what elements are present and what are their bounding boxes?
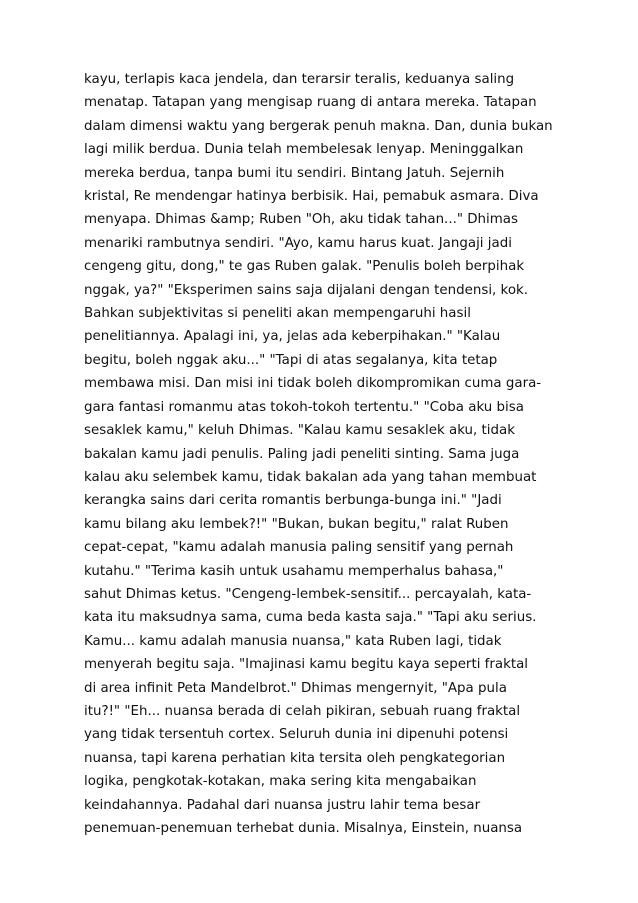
text-line: kayu, terlapis kaca jendela, dan terarsir teralis, keduanya saling [84,72,515,87]
text-line: dalam dimensi waktu yang bergerak penuh makna. Dan, dunia bukan [84,118,553,134]
text-line: kamu bilang aku lembek?!" "Bukan, bukan begitu," ralat Ruben [84,516,509,532]
text-line: bakalan kamu jadi penulis. Paling jadi peneliti sinting. Sama juga [84,446,520,462]
text-line: logika, pengkotak-kotakan, maka sering kita mengabaikan [84,774,477,790]
text-line: keindahannya. Padahal dari nuansa justru lahir tema besar [84,797,481,813]
text-line: kristal, Re mendengar hatinya berbisik. Hai, pemabuk asmara. Diva [84,189,539,205]
text-line: Kamu... kamu adalah manusia nuansa," kata Ruben lagi, tidak [84,633,502,649]
text-line: sesaklek kamu," keluh Dhimas. "Kalau kamu sesaklek aku, tidak [84,423,515,439]
text-line: begitu, boleh nggak aku..." "Tapi di atas segalanya, kita tetap [84,352,498,368]
body-text [84,68,584,840]
text-line: membawa misi. Dan misi ini tidak boleh dikompromikan cuma gara- [84,376,542,392]
text-line: mereka berdua, tanpa bumi itu sendiri. Bintang Jatuh. Sejernih [84,165,505,181]
text-line: cengeng gitu, dong," te gas Ruben galak. "Penulis boleh berpihak [84,259,525,275]
text-line: kalau aku selembek kamu, tidak bakalan ada yang tahan membuat [84,469,537,485]
text-line: menyerah begitu saja. "Imajinasi kamu begitu kaya seperti fraktal [84,657,529,673]
text-line: lagi milik berdua. Dunia telah membelesak lenyap. Meninggalkan [84,142,524,158]
text-line: menatap. Tatapan yang mengisap ruang di antara mereka. Tatapan [84,95,537,111]
text-line: kata itu maksudnya sama, cuma beda kasta saja." "Tapi aku serius. [84,610,537,626]
text-line: gara fantasi romanmu atas tokoh-tokoh tertentu." "Coba aku bisa [84,399,524,415]
text-line: kerangka sains dari cerita romantis berbunga-bunga ini." "Jadi [84,493,502,509]
text-line: kutahu." "Terima kasih untuk usahamu memperhalus bahasa," [84,563,504,579]
text-line: itu?!" "Eh... nuansa berada di celah pikiran, sebuah ruang fraktal [84,703,521,719]
text-line: yang tidak tersentuh cortex. Seluruh dunia ini dipenuhi potensi [84,727,509,743]
text-line: Bahkan subjektivitas si peneliti akan mempengaruhi hasil [84,306,471,322]
text-line: di area infinit Peta Mandelbrot." Dhimas mengernyit, "Apa pula [84,680,507,696]
text-line: menariki rambutnya sendiri. "Ayo, kamu harus kuat. Jangaji jadi [84,235,512,251]
text-line: nggak, ya?" "Eksperimen sains saja dijalani dengan tendensi, kok. [84,282,529,298]
text-line: penelitiannya. Apalagi ini, ya, jelas ada keberpihakan." "Kalau [84,329,501,345]
text-line: cepat-cepat, "kamu adalah manusia paling sensitif yang pernah [84,540,514,556]
text-line: sahut Dhimas ketus. "Cengeng-lembek-sensitif... percayalah, kata- [84,586,532,602]
text-line: nuansa, tapi karena perhatian kita tersita oleh pengkategorian [84,750,506,766]
text-line: penemuan-penemuan terhebat dunia. Misalnya, Einstein, nuansa [84,821,523,836]
text-line: menyapa. Dhimas &amp; Ruben "Oh, aku tidak tahan..." Dhimas [84,212,518,228]
